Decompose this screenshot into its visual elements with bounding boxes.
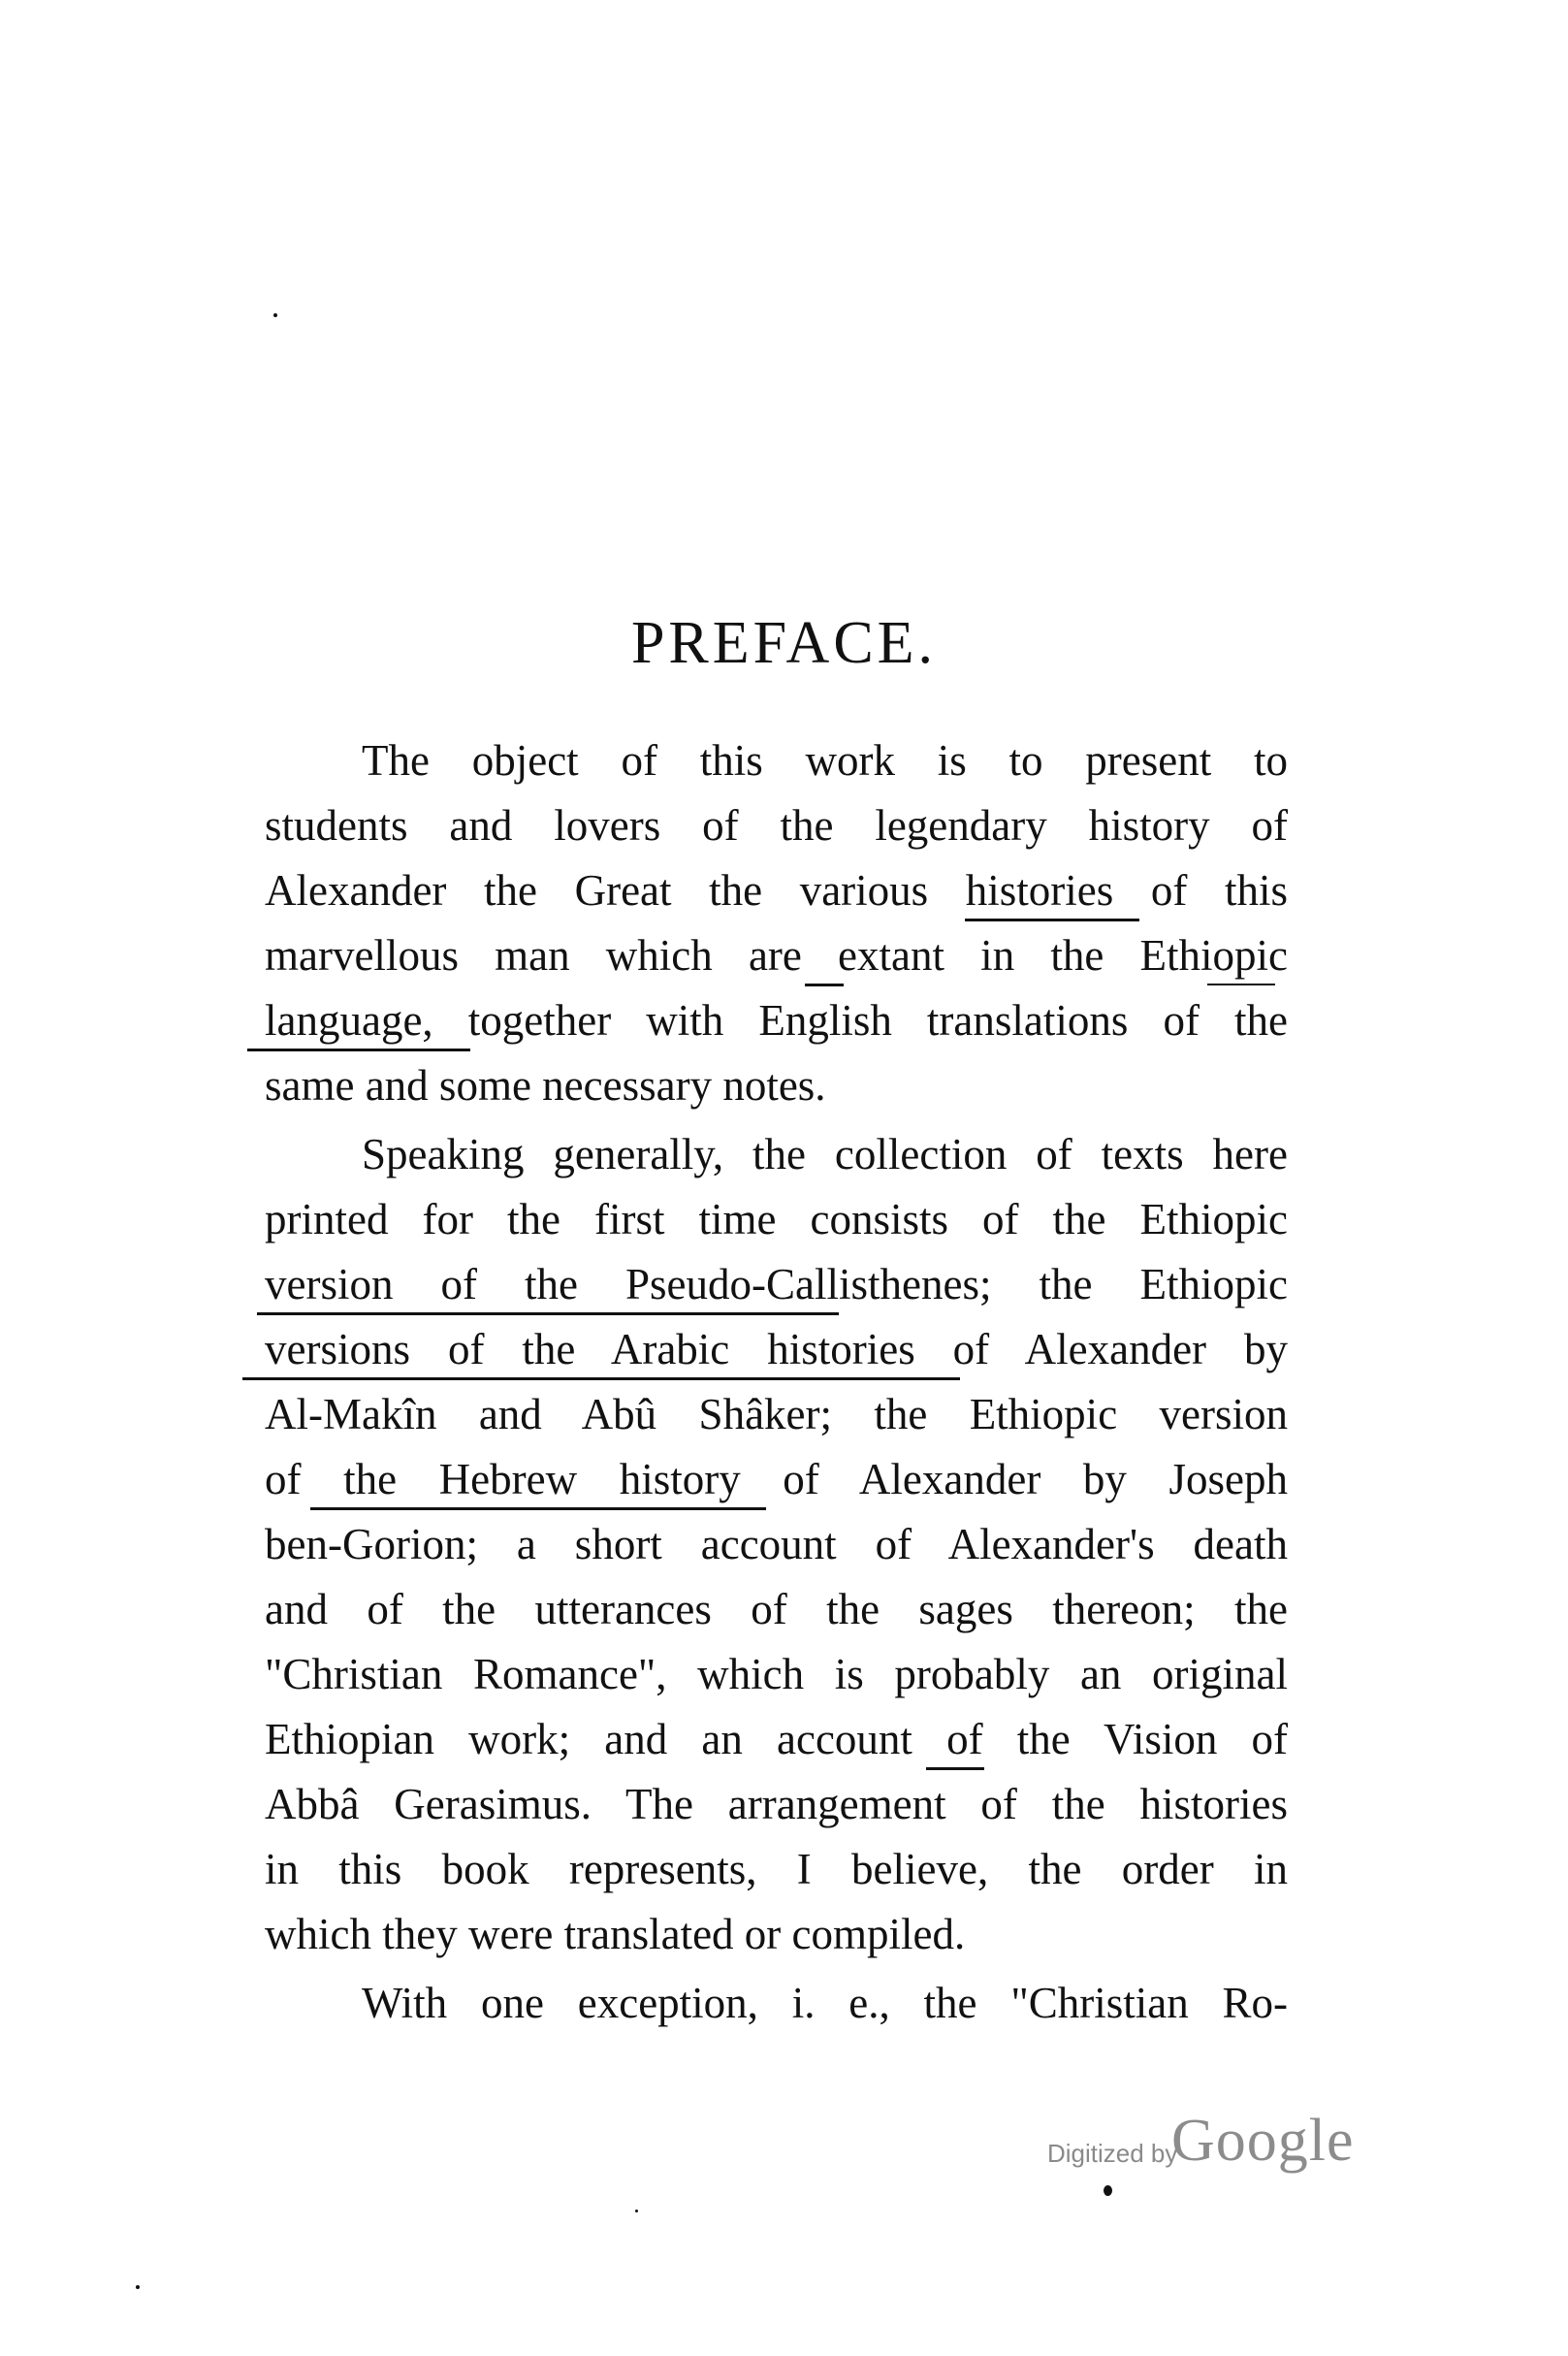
ink-underline	[965, 919, 1139, 921]
text-line: Abbâ Gerasimus. The arrangement of the histories	[265, 1780, 1288, 1828]
page-title: PREFACE.	[630, 610, 938, 676]
text-line: The object of this work is to present to	[362, 736, 1288, 785]
ink-underline	[242, 1377, 960, 1380]
ink-underline	[805, 984, 844, 986]
text-line: in this book represents, I believe, the order in	[265, 1845, 1288, 1893]
text-line: marvellous man which are extant in the Ethiopic	[265, 931, 1288, 980]
text-line: Ethiopian work; and an account of the Vision of	[265, 1715, 1288, 1763]
text-line: ben-Gorion; a short account of Alexander's death	[265, 1520, 1288, 1568]
text-line: Alexander the Great the various histories of this	[265, 866, 1288, 915]
ink-underline	[1207, 984, 1275, 985]
text-line: language, together with English translations of the	[265, 996, 1288, 1045]
text-line: With one exception, i. e., the "Christian Ro-	[362, 1979, 1288, 2027]
text-line: printed for the first time consists of the Ethiopic	[265, 1195, 1288, 1243]
text-line: Speaking generally, the collection of texts here	[362, 1130, 1288, 1178]
speck	[273, 313, 277, 317]
ink-underline	[257, 1312, 839, 1315]
text-line: Al-Makîn and Abû Shâker; the Ethiopic version	[265, 1390, 1288, 1438]
google-logo: Google	[1171, 2108, 1355, 2174]
text-line: students and lovers of the legendary history of	[265, 801, 1288, 850]
text-line: of the Hebrew history of Alexander by Joseph	[265, 1455, 1288, 1503]
text-line: "Christian Romance", which is probably an original	[265, 1650, 1288, 1698]
text-line: which they were translated or compiled.	[265, 1910, 966, 1958]
text-line: version of the Pseudo-Callisthenes; the Ethiopic	[265, 1260, 1288, 1308]
ink-underline	[926, 1767, 984, 1770]
speck	[635, 2210, 638, 2212]
text-line: and of the utterances of the sages thereon; the	[265, 1585, 1288, 1633]
digitized-by-label: Digitized by	[1047, 2139, 1178, 2168]
speck	[1104, 2185, 1112, 2196]
ink-underline	[310, 1507, 766, 1510]
text-line: versions of the Arabic histories of Alexander by	[265, 1325, 1288, 1373]
ink-underline	[247, 1049, 470, 1051]
speck	[136, 2285, 140, 2289]
text-line: same and some necessary notes.	[265, 1061, 826, 1110]
